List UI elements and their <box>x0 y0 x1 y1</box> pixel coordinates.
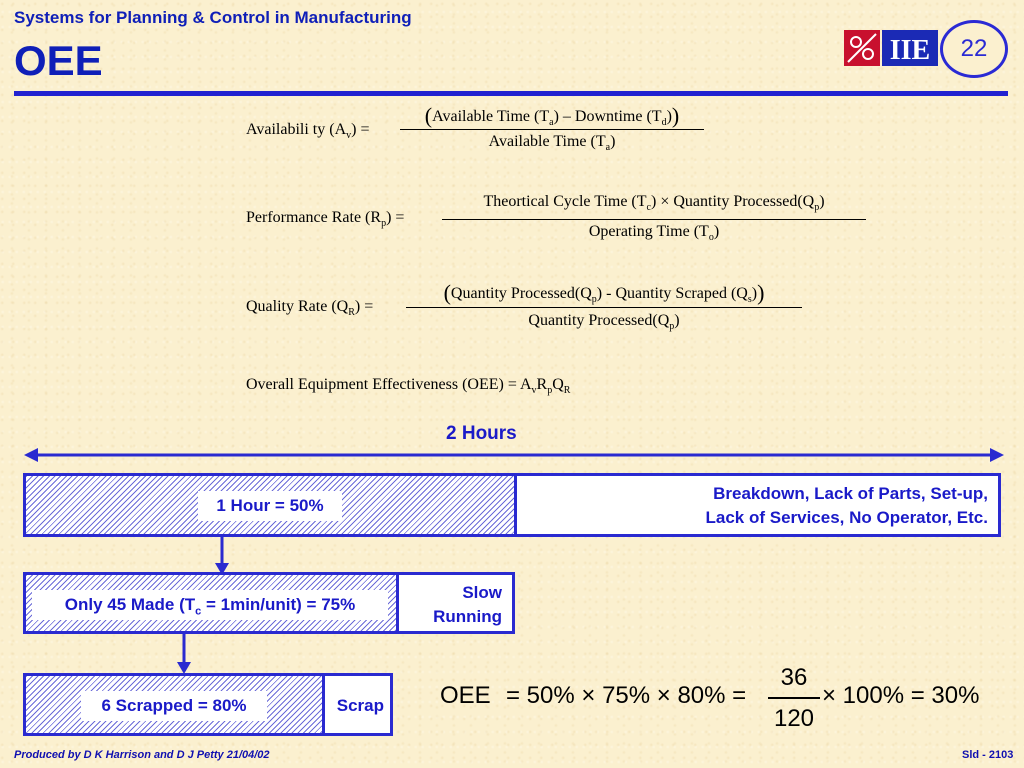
oee-formula: Overall Equipment Effectiveness $(OEE) = A_vR_pQ_R$ <box>246 376 571 397</box>
availability-fraction-bar <box>400 129 704 130</box>
result-numerator: 36 <box>780 664 808 691</box>
quality-lhs: Quality Rate $(Q_R)$ = <box>246 298 374 319</box>
availability-denominator: Available Time $(T_a)$ <box>488 133 616 154</box>
availability-numerator: (Available Time $(T_a)$ – Downtime $(T_d)$) <box>424 103 680 129</box>
quality-denominator: Quantity $Processed(Q_p)$ <box>528 312 680 333</box>
availability-bar-losses: Breakdown, Lack of Parts, Set-up, Lack of Services, No Operator, Etc. <box>705 484 988 527</box>
result-rhs: × 100% = 30% <box>822 682 980 709</box>
footer-credit: Produced by D K Harrison and D J Petty 21/04/02 <box>14 749 270 761</box>
down-arrow-2 <box>177 634 191 674</box>
slide-number-badge: 22 <box>940 20 1008 78</box>
performance-fraction-bar <box>442 219 866 220</box>
two-hours-arrow <box>24 446 1004 464</box>
page-title: OEE <box>14 37 103 84</box>
performance-bar <box>23 572 515 634</box>
performance-bar-label: Only 45 Made ($T_c$ = 1min/unit) = 75% <box>32 590 388 620</box>
quality-fraction-bar <box>406 307 802 308</box>
availability-lhs: Availabili ty $(A_v)$ = <box>246 121 370 142</box>
iie-logo <box>844 28 938 68</box>
performance-bar-losses: Slow Running <box>433 583 502 626</box>
footer-slide-id: Sld - 2103 <box>962 749 1014 761</box>
result-denominator: 120 <box>773 705 815 732</box>
header-divider <box>14 91 1008 96</box>
availability-bar-label: 1 Hour = 50% <box>198 491 342 521</box>
quality-bar-label: 6 Scrapped = 80% <box>81 691 267 721</box>
performance-numerator: Theortical Cycle Time $(T_c)$ × Quantity $Processed(Q_p)$ <box>483 193 825 214</box>
down-arrow-1 <box>215 537 229 575</box>
performance-lhs: Performance Rate $(R_p)$ = <box>246 209 405 230</box>
performance-denominator: Operating Time $(T_o)$ <box>588 223 720 244</box>
quality-bar-losses: Scrap <box>336 696 384 715</box>
course-subtitle: Systems for Planning & Control in Manufacturing <box>14 8 412 27</box>
availability-bar <box>23 473 1001 537</box>
result-product: = 50% × 75% × 80% = <box>506 682 747 709</box>
result-lhs: OEE <box>440 682 491 709</box>
logo-text: IIE <box>889 35 931 66</box>
result-fraction-bar <box>768 697 820 699</box>
quality-bar <box>23 673 393 736</box>
quality-numerator: (Quantity $Processed(Q_p)$ - Quantity Scraped $(Q_s)$) <box>443 280 765 306</box>
two-hours-label: 2 Hours <box>446 423 517 444</box>
